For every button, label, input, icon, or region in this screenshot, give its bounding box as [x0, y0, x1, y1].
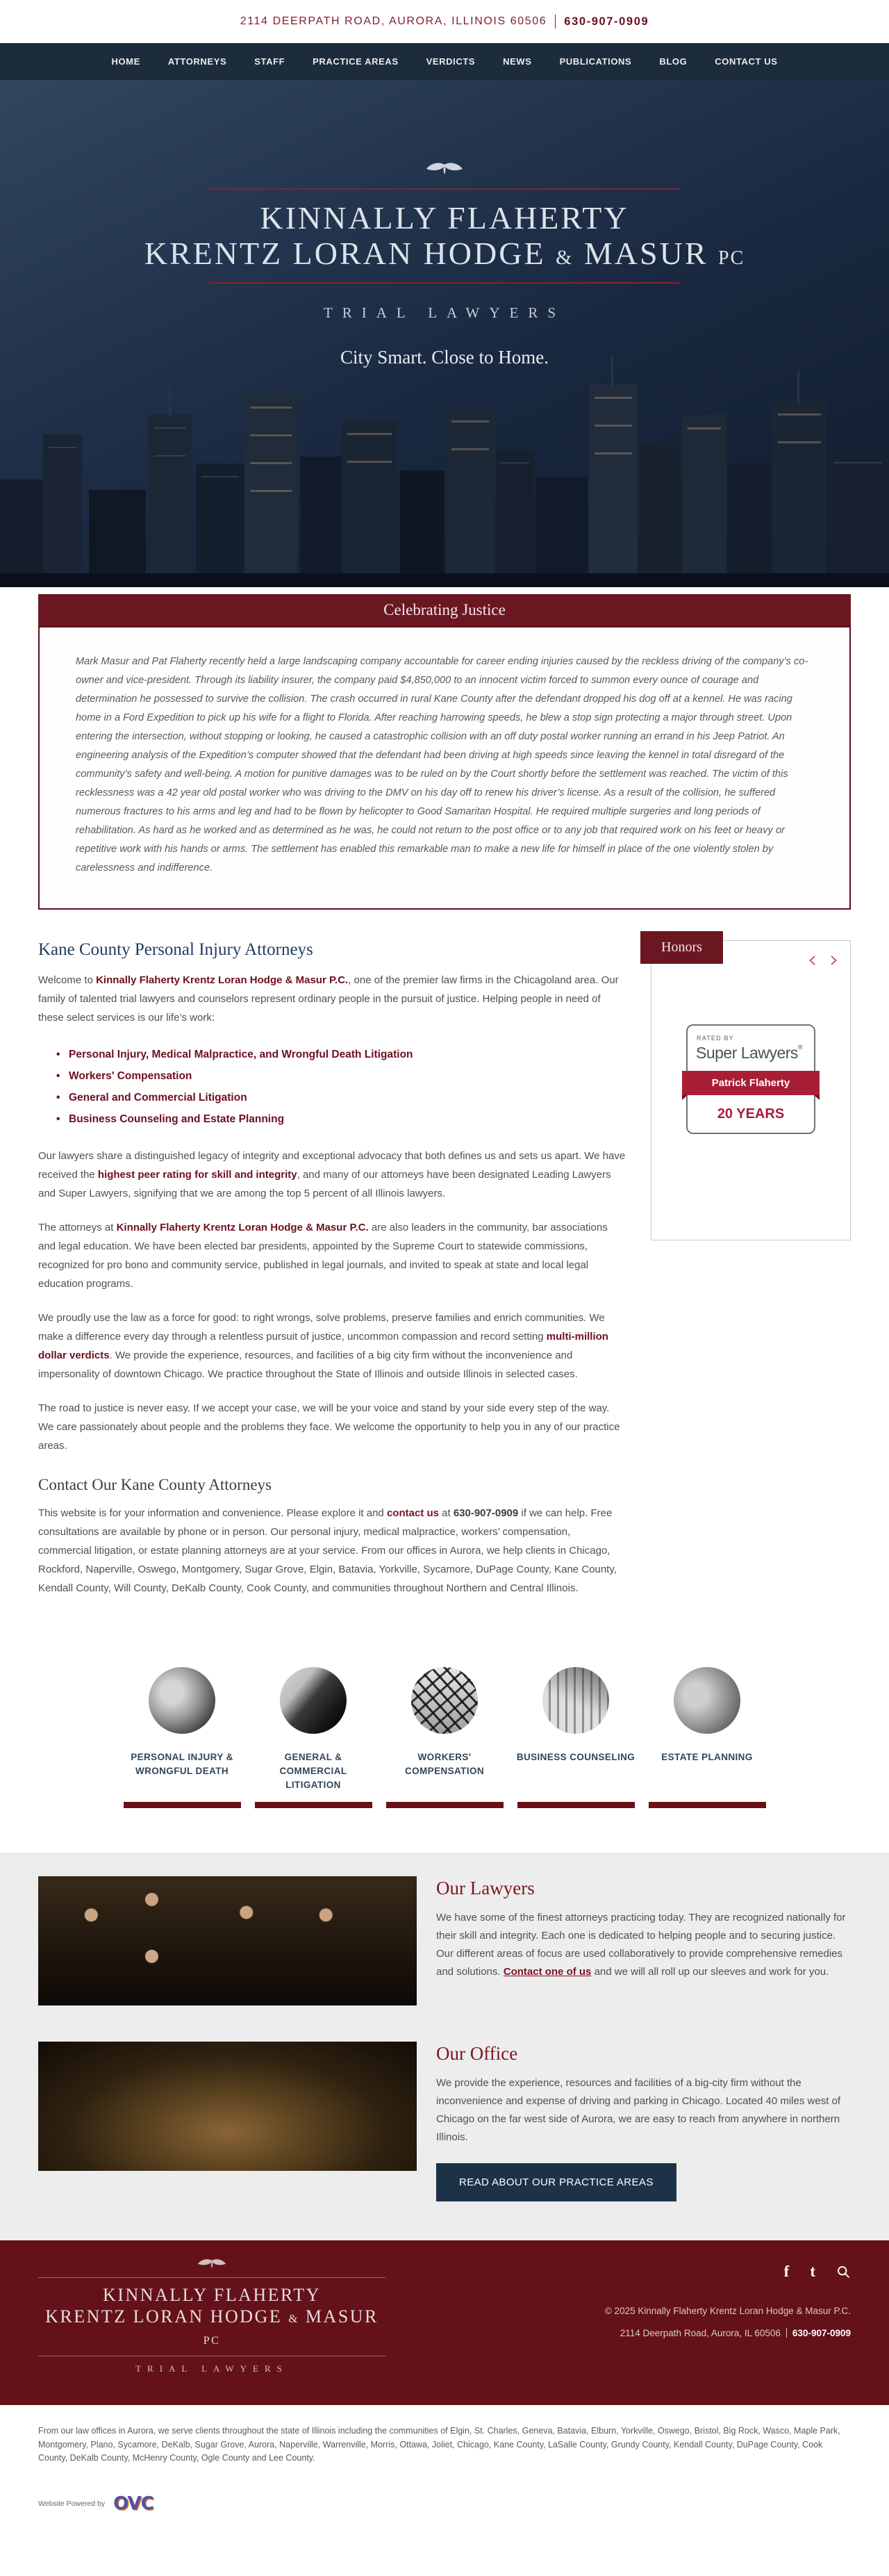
firm-address: 2114 DEERPATH ROAD, AURORA, ILLINOIS 60506 [240, 15, 547, 27]
firm-name-line1: KINNALLY FLAHERTY [260, 200, 629, 236]
registered-mark: ® [797, 1044, 803, 1051]
search-icon[interactable] [836, 2265, 851, 2279]
practice-underline-bar [517, 1802, 635, 1808]
practice-areas-button[interactable]: READ ABOUT OUR PRACTICE AREAS [436, 2163, 676, 2201]
contact-subheading: Contact Our Kane County Attorneys [38, 1476, 272, 1493]
address-phone-divider [555, 15, 556, 28]
ornament-icon [197, 2258, 227, 2270]
top-bar [0, 0, 889, 43]
copyright-text: © 2025 Kinnally Flaherty Krentz Loran Hodge & Masur P.C. [604, 2306, 851, 2316]
bullet-workers-compensation[interactable]: • Workers' Compensation [56, 1065, 626, 1087]
footer-address: 2114 Deerpath Road, Aurora, IL 60506 [620, 2328, 781, 2338]
firm-name-line2a: KRENTZ LORAN HODGE [144, 235, 546, 271]
personal-injury-photo [149, 1667, 215, 1734]
main-article [38, 940, 626, 1613]
office-photo[interactable] [38, 2042, 417, 2171]
footer-firm-name-line2a: KRENTZ LORAN HODGE [45, 2306, 283, 2327]
practice-underline-bar [649, 1802, 766, 1808]
nav-item-blog[interactable]: BLOG [659, 56, 688, 67]
super-lawyers-badge[interactable] [686, 1024, 815, 1134]
nav-item-home[interactable]: HOME [111, 56, 140, 67]
footer-firm-name-line1: KINNALLY FLAHERTY [103, 2285, 321, 2305]
leaders-post: are also leaders in the community, bar associations and legal education. We have been elected bar presidents, appointed by the Supreme Court to statewide commissions, recognized for pro bono and community service, published in legal journals, and invited to speak at state and local legal education programs. [38, 1222, 608, 1290]
intro-paragraph [38, 971, 626, 1027]
our-office-text [436, 2042, 851, 2201]
logo-rule-bottom [210, 282, 679, 284]
legacy-paragraph [38, 1147, 626, 1203]
firm-name-line2b: MASUR [583, 235, 708, 271]
lawyers-pre: We have some of the finest attorneys practicing today. They are recognized nationally for their skill and integrity. Each one is dedicated to helping people and to securing justice. Our different areas of focus are used collaboratively to provide comprehensive remedies and solutions. [436, 1912, 846, 1978]
about-section [0, 1853, 889, 2240]
estate-planning-photo [674, 1667, 740, 1734]
practice-card-personal-injury[interactable] [121, 1667, 244, 1808]
practice-underline-bar [124, 1802, 241, 1808]
our-lawyers-text [436, 1876, 851, 2005]
intro-post: , one of the premier law firms in the Chicagoland area. Our family of talented trial lawyers and counselors represent ordinary people in the pursuit of justice. Helping people in need of these select services is our life’s work: [38, 974, 619, 1024]
practice-card-business-counseling[interactable] [515, 1667, 638, 1808]
footer-logo[interactable] [38, 2258, 385, 2374]
ornament-icon [425, 162, 464, 177]
celebrating-justice-title: Celebrating Justice [383, 601, 506, 618]
practice-label-general-commercial: GENERAL & COMMERCIAL LITIGATION [279, 1752, 347, 1790]
legacy-highlight: highest peer rating for skill and integrity [97, 1169, 297, 1181]
contact-mid: at [438, 1507, 454, 1519]
verdicts-highlight: multi-million dollar verdicts [38, 1331, 608, 1361]
practice-bullet-list [56, 1044, 626, 1130]
leaders-pre: The attorneys at [38, 1222, 117, 1233]
practice-underline-bar [255, 1802, 372, 1808]
ovc-logo[interactable]: OVC [113, 2493, 153, 2514]
footer-firm-suffix: PC [203, 2335, 221, 2347]
contact-us-link[interactable]: contact us [386, 1507, 439, 1519]
practice-label-business-counseling: BUSINESS COUNSELING [516, 1752, 635, 1762]
bullet-business-estate[interactable]: • Business Counseling and Estate Planning [56, 1108, 626, 1130]
contact-paragraph [38, 1504, 626, 1598]
intro-pre: Welcome to [38, 974, 97, 986]
footer-firm-name-line2b: MASUR [305, 2306, 379, 2327]
leaders-firm-name: Kinnally Flaherty Krentz Loran Hodge & Masur P.C. [116, 1222, 369, 1233]
main-navigation [0, 43, 889, 80]
bullet-general-commercial[interactable]: • General and Commercial Litigation [56, 1087, 626, 1108]
page-title: Kane County Personal Injury Attorneys [38, 940, 313, 959]
celebrating-justice-section [38, 594, 851, 910]
practice-card-workers-compensation[interactable] [383, 1667, 506, 1808]
footer-firm-ampersand: & [288, 2311, 299, 2325]
nav-item-publications[interactable]: PUBLICATIONS [559, 56, 632, 67]
practice-card-general-commercial[interactable] [252, 1667, 375, 1808]
nav-item-attorneys[interactable]: ATTORNEYS [167, 56, 227, 67]
firm-ampersand: & [556, 245, 574, 269]
footer-logo-rule-top [38, 2277, 385, 2278]
practice-underline-bar [386, 1802, 504, 1808]
badge-brand-text: Super Lawyers [696, 1044, 798, 1062]
footer-divider [786, 2328, 787, 2338]
legacy-pre: Our lawyers share a distinguished legacy of integrity and exceptional advocacy that both defines us and sets us apart. We have received the [38, 1150, 626, 1181]
honors-carousel [651, 940, 851, 1240]
powered-by [38, 2493, 851, 2514]
carousel-prev-icon[interactable]: ‹ [807, 946, 817, 974]
celebrating-justice-banner [38, 594, 851, 626]
business-counseling-photo [542, 1667, 609, 1734]
practice-label-personal-injury: PERSONAL INJURY & WRONGFUL DEATH [131, 1752, 233, 1776]
leaders-paragraph [38, 1218, 626, 1293]
road-to-justice-paragraph: The road to justice is never easy. If we accept your case, we will be your voice and stand by your side every step of the way. We care passionately about people and the problems they face. We welcome the opportunity to help you in any of our practice areas. [38, 1402, 620, 1452]
our-office-heading: Our Office [436, 2043, 518, 2064]
firm-slogan: City Smart. Close to Home. [340, 347, 549, 368]
badge-attorney-name: Patrick Flaherty [682, 1071, 820, 1095]
practice-areas-row [38, 1667, 851, 1808]
lawyers-group-photo[interactable] [38, 1876, 417, 2005]
twitter-icon[interactable]: t [810, 2263, 815, 2280]
honors-sidebar [651, 940, 851, 1613]
hero-banner [0, 80, 889, 587]
our-lawyers-heading: Our Lawyers [436, 1878, 535, 1898]
carousel-controls [807, 946, 839, 974]
legacy-post: , and many of our attorneys have been designated Leading Lawyers and Super Lawyers, signifying that we are among the top 5 percent of all Illinois lawyers. [38, 1169, 611, 1199]
our-office-paragraph: We provide the experience, resources and facilities of a big-city firm without the inconvenience and expense of driving and parking in Chicago. Located 40 miles west of Chicago on the far west side of Aurora, we are easy to reach from anywhere in northern Illinois. [436, 2077, 841, 2143]
firm-suffix: PC [718, 247, 745, 269]
general-commercial-photo [280, 1667, 347, 1734]
carousel-next-icon[interactable]: › [829, 946, 839, 974]
nav-item-practice-areas[interactable]: PRACTICE AREAS [313, 56, 399, 67]
bullet-personal-injury[interactable]: • Personal Injury, Medical Malpractice, and Wrongful Death Litigation [56, 1044, 626, 1065]
celebrating-justice-story: Mark Masur and Pat Flaherty recently held a large landscaping company accountable for career ending injuries caused by the reckless driving of the company’s co-owner and vice-president. Through its liability insurer, the company paid $4,850,000 to an innocent victim forced to summon every ounce of courage and determination he possessed to survive the collision. The crash occurred in rural Kane County after the defendant dropped his dog off at a kennel. He was racing home in a Ford Expedition to pick up his wife for a flight to Florida. After reaching harrowing speeds, he blew a stop sign protecting a major through street. Upon entering the intersection, without stopping or looking, he caused a catastrophic collision with an off duty postal worker running an errand in his Jeep Patriot. An engineering analysis of the Expedition’s computer showed that the defendant had been driving at high speeds since leaving the kennel in total disregard of the community’s safety and well-being. A motion for punitive damages was to be ruled on by the Court shortly before the settlement was reached. The victim of this recklessness was a 42 year old postal worker who was driving to the DMV on his day off to renew his driver’s license. As a result of the collision, he suffered numerous fractures to his arms and leg and had to be flown by helicopter to Good Samaritan Hospital. He required multiple surgeries and long periods of rehabilitation. As hard as he worked and as determined as he was, he could not return to the post office or to any job that required work on his feet or heavy or repetitive work with his hands or arms. The settlement has enabled this remarkable man to make a new life for himself in place of the one violently stolen by carelessness and indifference. [38, 626, 851, 910]
main-content [38, 940, 851, 1613]
contact-post: if we can help. Free consultations are available by phone or in person. Our personal injury, medical malpractice, workers’ compensation, commercial litigation, or estate planning attorneys are at your service. From our offices in Aurora, we help clients in Chicago, Rockford, Naperville, Oswego, Montgomery, Sugar Grove, Elgin, Batavia, Yorkville, Sycamore, DuPage County, Kane County, Kendall County, Will County, DeKalb County, Cook County, and communities throughout Northern and Central Illinois. [38, 1507, 617, 1594]
workers-compensation-photo [411, 1667, 478, 1734]
force-pre: We proudly use the law as a force for good: to right wrongs, solve problems, preserve families and enrich communities. We make a difference every day through a relentless pursuit of justice, uncommon compassion and record setting [38, 1312, 605, 1343]
city-skyline-image [0, 351, 889, 587]
lawyers-post: and we will all roll up our sleeves and work for you. [591, 1966, 829, 1978]
intro-firm-name: Kinnally Flaherty Krentz Loran Hodge & Masur P.C. [96, 974, 349, 986]
firm-phone[interactable]: 630-907-0909 [564, 15, 649, 28]
our-lawyers-row [38, 1876, 851, 2005]
hero-logo-block [0, 80, 889, 368]
contact-one-of-us-link[interactable]: Contact one of us [503, 1966, 592, 1978]
force-for-good-paragraph [38, 1308, 626, 1384]
badge-rated-by: RATED BY [697, 1035, 734, 1042]
contact-pre: This website is for your information and convenience. Please explore it and [38, 1507, 387, 1519]
practice-label-workers-compensation: WORKERS' COMPENSATION [404, 1752, 485, 1776]
footer [0, 2240, 889, 2405]
firm-tagline: TRIAL LAWYERS [323, 304, 566, 322]
nav-item-news[interactable]: NEWS [503, 56, 532, 67]
nav-item-staff[interactable]: STAFF [254, 56, 285, 67]
footer-firm-tagline: TRIAL LAWYERS [135, 2363, 288, 2374]
contact-phone: 630-907-0909 [453, 1507, 519, 1519]
social-links [605, 2264, 851, 2279]
footer-right [605, 2258, 851, 2374]
honors-title: Honors [640, 931, 723, 964]
service-area-strip [0, 2405, 889, 2538]
practice-label-estate-planning: ESTATE PLANNING [661, 1752, 753, 1762]
nav-item-contact-us[interactable]: CONTACT US [715, 56, 778, 67]
our-office-row [38, 2042, 851, 2201]
our-lawyers-paragraph [436, 1909, 851, 1981]
footer-address-line [605, 2322, 851, 2345]
powered-by-label: Website Powered by [38, 2499, 106, 2508]
badge-years: 20 YEARS [717, 1106, 785, 1122]
footer-firm-name-line2 [38, 2306, 385, 2349]
badge-brand [688, 1044, 814, 1063]
force-post: . We provide the experience, resources, and facilities of a big city firm without the inconvenience and impersonality of downtown Chicago. We practice throughout the State of Illinois and outside Illinois in selected cases. [38, 1349, 578, 1380]
service-area-text: From our law offices in Aurora, we serve clients throughout the state of Illinois including the communities of Elgin, St. Charles, Geneva, Batavia, Elburn, Yorkville, Oswego, Bristol, Big Rock, Wasco, Maple Park, Montgomery, Plano, Sycamore, DeKalb, Sugar Grove, Aurora, Naperville, Warrenville, Morris, Ottawa, Joliet, Chicago, Kane County, LaSalle County, Grundy County, Kendall County, DuPage County, Cook County, DeKalb County, McHenry County, Ogle County and Lee County. [38, 2426, 840, 2463]
footer-phone[interactable]: 630-907-0909 [792, 2328, 851, 2338]
nav-item-verdicts[interactable]: VERDICTS [426, 56, 476, 67]
facebook-icon[interactable]: f [783, 2263, 790, 2280]
practice-card-estate-planning[interactable] [646, 1667, 769, 1808]
logo-rule-top [210, 188, 679, 190]
firm-name-line2 [0, 236, 889, 272]
